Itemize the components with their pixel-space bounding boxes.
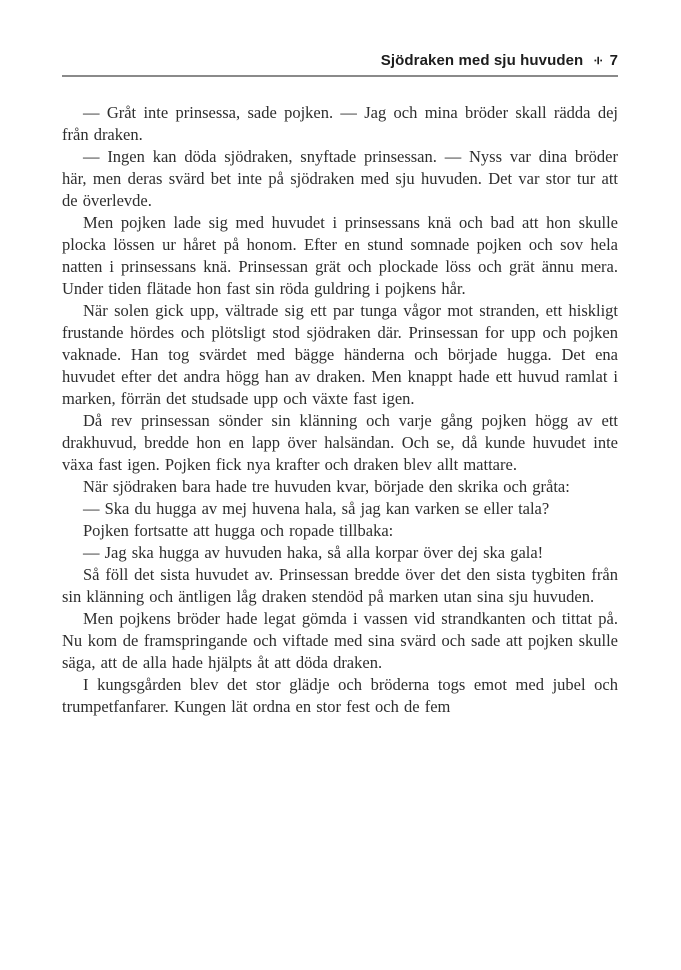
paragraph: — Jag ska hugga av huvuden haka, så alla korpar över dej ska gala! bbox=[83, 543, 544, 562]
paragraph: — Ingen kan döda sjödraken, snyftade prinsessan. — Nyss var dina bröder här, men deras svärd bet inte på sjödraken med sju huvuden. Det var stor tur att de överlevde. bbox=[62, 147, 618, 210]
paragraph: I kungsgården blev det stor glädje och bröderna togs emot med jubel och trumpetfanfarer. Kungen lät ordna en stor fest och de fem bbox=[62, 675, 618, 716]
paragraph: När solen gick upp, vältrade sig ett par tunga vågor mot stranden, ett hiskligt frustande hördes och plötsligt stod sjödraken där. Prinsessan for upp och pojken vaknade. Han tog svärdet med bägge händerna och började hugga. Det ena huvudet efter det andra högg han av draken. Men knappt hade ett huvud ramlat i marken, förrän det studsade upp och växte fast igen. bbox=[62, 301, 618, 408]
paragraph: När sjödraken bara hade tre huvuden kvar, började den skrika och gråta: bbox=[83, 477, 570, 496]
paragraph: Då rev prinsessan sönder sin klänning och varje gång pojken högg av ett drakhuvud, bredde hon en lapp över halsändan. Och se, då kunde huvudet inte växa fast igen. Pojken fick nya krafter och draken blev allt mattare. bbox=[62, 411, 618, 474]
header-rule bbox=[62, 75, 618, 77]
story-text bbox=[62, 102, 618, 718]
paragraph: — Ska du hugga av mej huvena hala, så jag kan varken se eller tala? bbox=[83, 499, 550, 518]
paragraph: Men pojkens bröder hade legat gömda i vassen vid strandkanten och tittat på. Nu kom de framspringande och viftade med sina svärd och sade att pojken skulle säga, att de alla hade hjälpts åt att döda draken. bbox=[62, 609, 618, 672]
chapter-title: Sjödraken med sju huvuden bbox=[380, 52, 584, 69]
paragraph: Så föll det sista huvudet av. Prinsessan bredde över det den sista tygbiten från sin klänning och äntligen låg draken stendöd på marken utan sina sju huvuden. bbox=[62, 565, 618, 606]
text-block bbox=[62, 0, 618, 718]
page-number: 7 bbox=[609, 52, 618, 69]
paragraph: Men pojken lade sig med huvudet i prinsessans knä och bad att hon skulle plocka lössen ur håret på honom. Efter en stund somnade pojken och sov hela natten i prinsessans knä. Prinsessan grät och plockade löss och grät ännu mera. Under tiden flätade hon fast sin röda guldring i pojkens hår. bbox=[62, 213, 618, 298]
paragraph: — Gråt inte prinsessa, sade pojken. — Jag och mina bröder skall rädda dej från draken. bbox=[62, 103, 618, 144]
divider-icon: ÷ bbox=[589, 56, 607, 65]
paragraph: Pojken fortsatte att hugga och ropade tillbaka: bbox=[83, 521, 394, 540]
page-header bbox=[62, 0, 618, 70]
